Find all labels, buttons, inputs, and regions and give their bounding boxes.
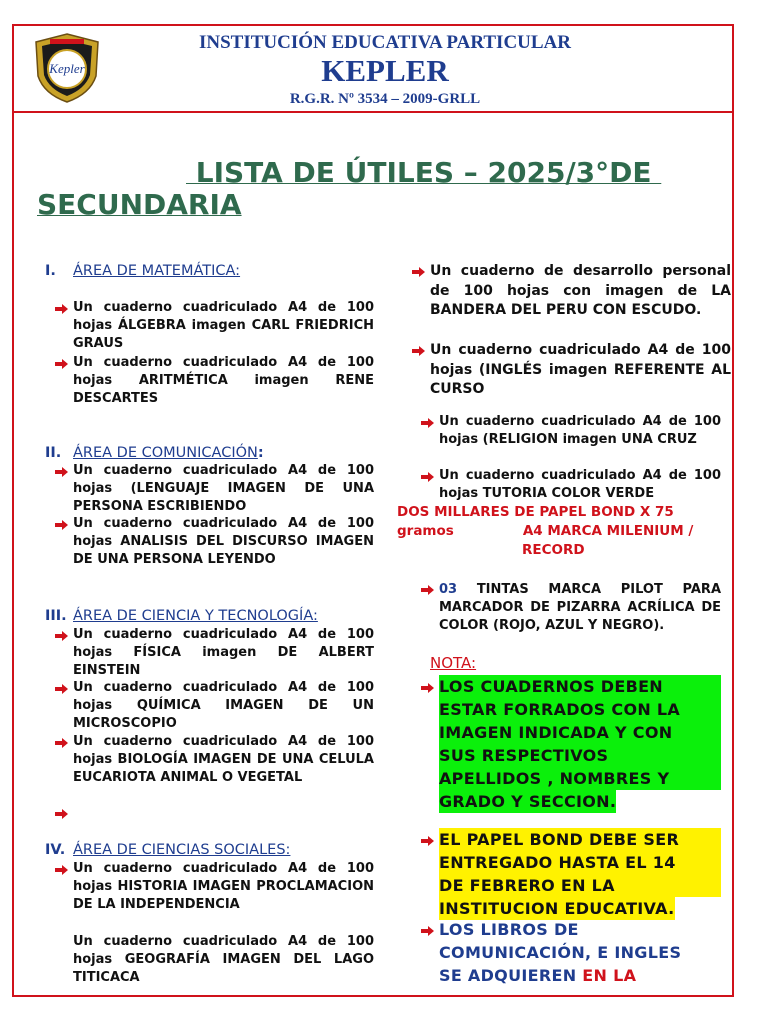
logo-text: Kepler	[49, 61, 85, 76]
paper-unit: gramos	[397, 523, 454, 539]
section-ciencia	[45, 608, 318, 624]
nota-label: NOTA:	[430, 654, 477, 672]
nota1-line: ESTAR FORRADOS CON LA	[439, 698, 721, 721]
nota1-line: APELLIDOS , NOMBRES Y	[439, 767, 721, 790]
page-title-line1: LISTA DE ÚTILES – 2025/3°DE	[186, 156, 662, 189]
list-item: Un cuaderno cuadriculado A4 de 100 hojas BIOLOGÍA IMAGEN DE UNA CELULA EUCARIOTA ANIMAL O VEGETAL	[73, 734, 374, 785]
paper-line3: RECORD	[522, 542, 585, 558]
institution-name: KEPLER	[321, 53, 449, 88]
list-item: Un cuaderno cuadriculado A4 de 100 hojas FÍSICA imagen DE ALBERT EINSTEIN	[73, 627, 374, 678]
tintas-quantity: 03	[439, 582, 458, 597]
list-item: Un cuaderno cuadriculado A4 de 100 hojas (INGLÉS imagen REFERENTE AL CURSO	[430, 342, 731, 397]
nota3-line: LOS LIBROS DE	[439, 920, 579, 939]
institution-type: INSTITUCIÓN EDUCATIVA PARTICULAR	[198, 32, 571, 53]
paper-line1: DOS MILLARES DE PAPEL BOND X 75	[397, 504, 674, 520]
list-item: Un cuaderno cuadriculado A4 de 100 hojas (LENGUAJE IMAGEN DE UNA PERSONA ESCRIBIENDO	[73, 463, 374, 514]
nota2-line: EL PAPEL BOND DEBE SER	[439, 828, 721, 851]
list-item: Un cuaderno cuadriculado A4 de 100 hojas HISTORIA IMAGEN PROCLAMACION DE LA INDEPENDENCIA	[73, 861, 374, 912]
registration-number: R.G.R. Nº 3534 – 2009-GRLL	[289, 91, 481, 107]
bullet-arrow-icon	[421, 836, 434, 846]
bullet-arrow-icon	[55, 631, 68, 641]
nota-cuadernos	[439, 675, 721, 813]
section-sociales	[45, 842, 290, 858]
list-item: Un cuaderno cuadriculado A4 de 100 hojas (RELIGION imagen UNA CRUZ	[439, 414, 721, 447]
list-item: Un cuaderno cuadriculado A4 de 100 hojas ARITMÉTICA imagen RENE DESCARTES	[73, 355, 374, 406]
section-suffix: :	[257, 445, 264, 461]
paper-line2	[397, 522, 733, 541]
bullet-arrow-icon	[421, 418, 434, 428]
nota1-line: SUS RESPECTIVOS	[439, 744, 721, 767]
section-label: ÁREA DE MATEMÁTICA:	[73, 263, 241, 279]
nota3-line: SE ADQUIEREN EN LA	[439, 966, 637, 985]
paper-brand: A4 MARCA MILENIUM /	[522, 523, 694, 539]
section-comunicacion	[45, 445, 264, 461]
bullet-arrow-icon	[55, 809, 68, 819]
bullet-arrow-icon	[421, 683, 434, 693]
school-logo	[32, 32, 102, 104]
bullet-arrow-icon	[55, 304, 68, 314]
nota2-line: INSTITUCION EDUCATIVA.	[439, 899, 675, 918]
list-item: Un cuaderno de desarrollo personal de 100 hojas con imagen de LA BANDERA DEL PERU CON ESCUDO.	[430, 263, 731, 318]
list-item: Un cuaderno cuadriculado A4 de 100 hojas QUÍMICA IMAGEN DE UN MICROSCOPIO	[73, 680, 374, 731]
section-label: ÁREA DE COMUNICACIÓN	[73, 445, 258, 461]
page-title-line2: SECUNDARIA	[37, 188, 242, 221]
nota1-line: IMAGEN INDICADA Y CON	[439, 721, 721, 744]
list-item: Un cuaderno cuadriculado A4 de 100 hojas TUTORIA COLOR VERDE	[439, 468, 721, 501]
nota2-line: DE FEBRERO EN LA	[439, 874, 721, 897]
bullet-arrow-icon	[412, 346, 425, 356]
bullet-arrow-icon	[55, 467, 68, 477]
nota1-line: GRADO Y SECCION.	[439, 792, 617, 811]
bullet-arrow-icon	[55, 520, 68, 530]
nota3-line: COMUNICACIÓN, E INGLES	[439, 943, 682, 962]
nota-papel	[439, 828, 721, 920]
tintas-text: TINTAS MARCA PILOT PARA MARCADOR DE PIZARRA ACRÍLICA DE COLOR (ROJO, AZUL Y NEGRO).	[439, 582, 721, 633]
bullet-arrow-icon	[55, 738, 68, 748]
bullet-arrow-icon	[55, 865, 68, 875]
list-item: Un cuaderno cuadriculado A4 de 100 hojas ÁLGEBRA imagen CARL FRIEDRICH GRAUS	[73, 300, 374, 351]
bullet-arrow-icon	[421, 472, 434, 482]
bullet-arrow-icon	[412, 267, 425, 277]
section-number: II.	[45, 445, 62, 461]
section-number: III.	[45, 608, 67, 624]
section-number: I.	[45, 263, 56, 279]
section-label: ÁREA DE CIENCIAS SOCIALES:	[73, 842, 291, 858]
section-number: IV.	[45, 842, 66, 858]
bullet-arrow-icon	[55, 359, 68, 369]
list-item: Un cuaderno cuadriculado A4 de 100 hojas ANALISIS DEL DISCURSO IMAGEN DE UNA PERSONA LEYENDO	[73, 516, 374, 567]
bullet-arrow-icon	[421, 585, 434, 595]
nota1-line: LOS CUADERNOS DEBEN	[439, 675, 721, 698]
paper-requirement	[397, 503, 733, 560]
section-matematica	[45, 263, 240, 279]
nota-libros	[439, 918, 721, 987]
bullet-arrow-icon	[421, 926, 434, 936]
bullet-arrow-icon	[55, 684, 68, 694]
list-item-tintas	[439, 581, 721, 635]
section-label: ÁREA DE CIENCIA Y TECNOLOGÍA:	[73, 608, 318, 624]
nota2-line: ENTREGADO HASTA EL 14	[439, 851, 721, 874]
list-item: Un cuaderno cuadriculado A4 de 100 hojas GEOGRAFÍA IMAGEN DEL LAGO TITICACA	[73, 934, 374, 985]
